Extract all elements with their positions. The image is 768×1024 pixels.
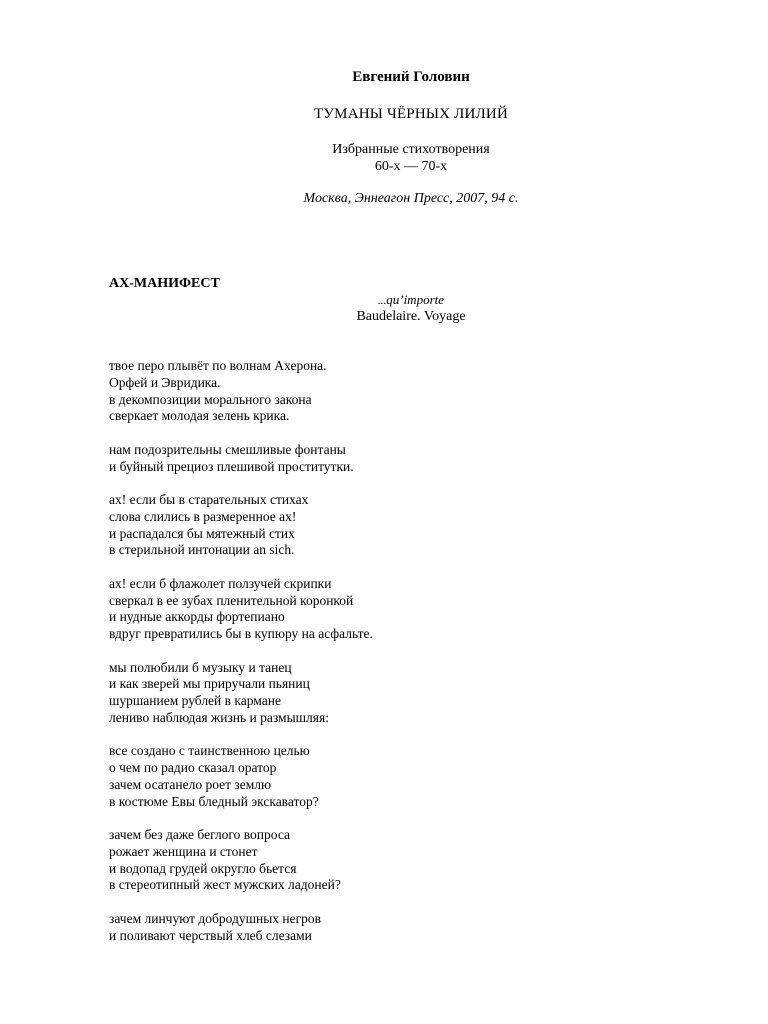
book-title: ТУМАНЫ ЧЁРНЫХ ЛИЛИЙ — [313, 106, 508, 122]
poem-line: и буйный прециоз плешивой проститутки. — [109, 458, 354, 474]
poem-line: в стерильной интонации an sich. — [109, 542, 295, 558]
poem-stanza — [109, 660, 373, 727]
poem-line: о чем по радио сказал оратор — [109, 760, 277, 776]
poem-line: и поливают черствый хлеб слезами — [109, 927, 312, 943]
poem-line: нам подозрительны смешливые фонтаны — [109, 441, 346, 457]
poem-line: и нудные аккорды фортепиано — [109, 609, 285, 625]
poem-stanza — [109, 911, 373, 945]
poem-line: зачем линчуют добродушных негров — [109, 910, 322, 926]
poem-line: в костюме Евы бледный экскаватор? — [109, 793, 319, 809]
poem-line: ах! если бы в старательных стихах — [109, 491, 309, 507]
subtitle-line-2: 60-х — 70-х — [374, 159, 448, 174]
poem-stanza — [109, 576, 373, 643]
poem-stanza — [109, 442, 373, 476]
poem-line: мы полюбили б музыку и танец — [109, 659, 292, 675]
poem-stanza — [109, 827, 373, 894]
poem-line: твое перо плывёт по волнам Ахерона. — [109, 358, 327, 373]
poem-line: и водопад грудей округло бьется — [109, 860, 297, 876]
poem-line: Орфей и Эвридика. — [109, 374, 221, 390]
poem-stanza — [109, 743, 373, 810]
poem-line: все создано с таинственною целью — [109, 743, 310, 759]
poem-line: шуршанием рублей в кармане — [109, 693, 281, 709]
poem-body — [109, 358, 373, 961]
subtitle-line-1: Избранные стихотворения — [332, 142, 490, 157]
poem-line: сверкает молодая зелень крика. — [109, 408, 290, 424]
poem-stanza — [109, 358, 373, 425]
epigraph-ellipsis: ... — [377, 295, 387, 307]
poem-line: лениво наблюдая жизнь и размышляя: — [109, 709, 329, 725]
poem-line: вдруг превратились бы в купюру на асфальте. — [109, 626, 373, 642]
poem-line: в стереотипный жест мужских ладоней? — [109, 877, 341, 893]
poem-title: АХ-МАНИФЕСТ — [109, 276, 220, 291]
epigraph-source: Baudelaire. Voyage — [356, 309, 466, 324]
poem-line: зачем без даже беглого вопроса — [109, 827, 291, 843]
poem-line: зачем осатанело роет землю — [109, 776, 272, 792]
poem-line: и распадался бы мятежный стих — [109, 525, 295, 541]
book-subtitle — [0, 141, 768, 175]
epigraph-text: qu’importe — [386, 292, 445, 307]
poem-line: в декомпозиции морального закона — [109, 391, 312, 407]
poem-line: слова слились в размеренное ах! — [109, 508, 297, 524]
author-name: Евгений Головин — [352, 69, 470, 85]
poem-line: ах! если б флажолет ползучей скрипки — [109, 575, 332, 591]
poem-line: сверкал в ее зубах пленительной коронкой — [109, 592, 354, 608]
poem-line: и как зверей мы приручали пьяниц — [109, 676, 310, 692]
poem-stanza — [109, 492, 373, 559]
poem-line: рожает женщина и стонет — [109, 843, 258, 859]
publication-info: Москва, Эннеагон Пресс, 2007, 94 с. — [303, 191, 519, 206]
epigraph-quote — [340, 292, 482, 308]
